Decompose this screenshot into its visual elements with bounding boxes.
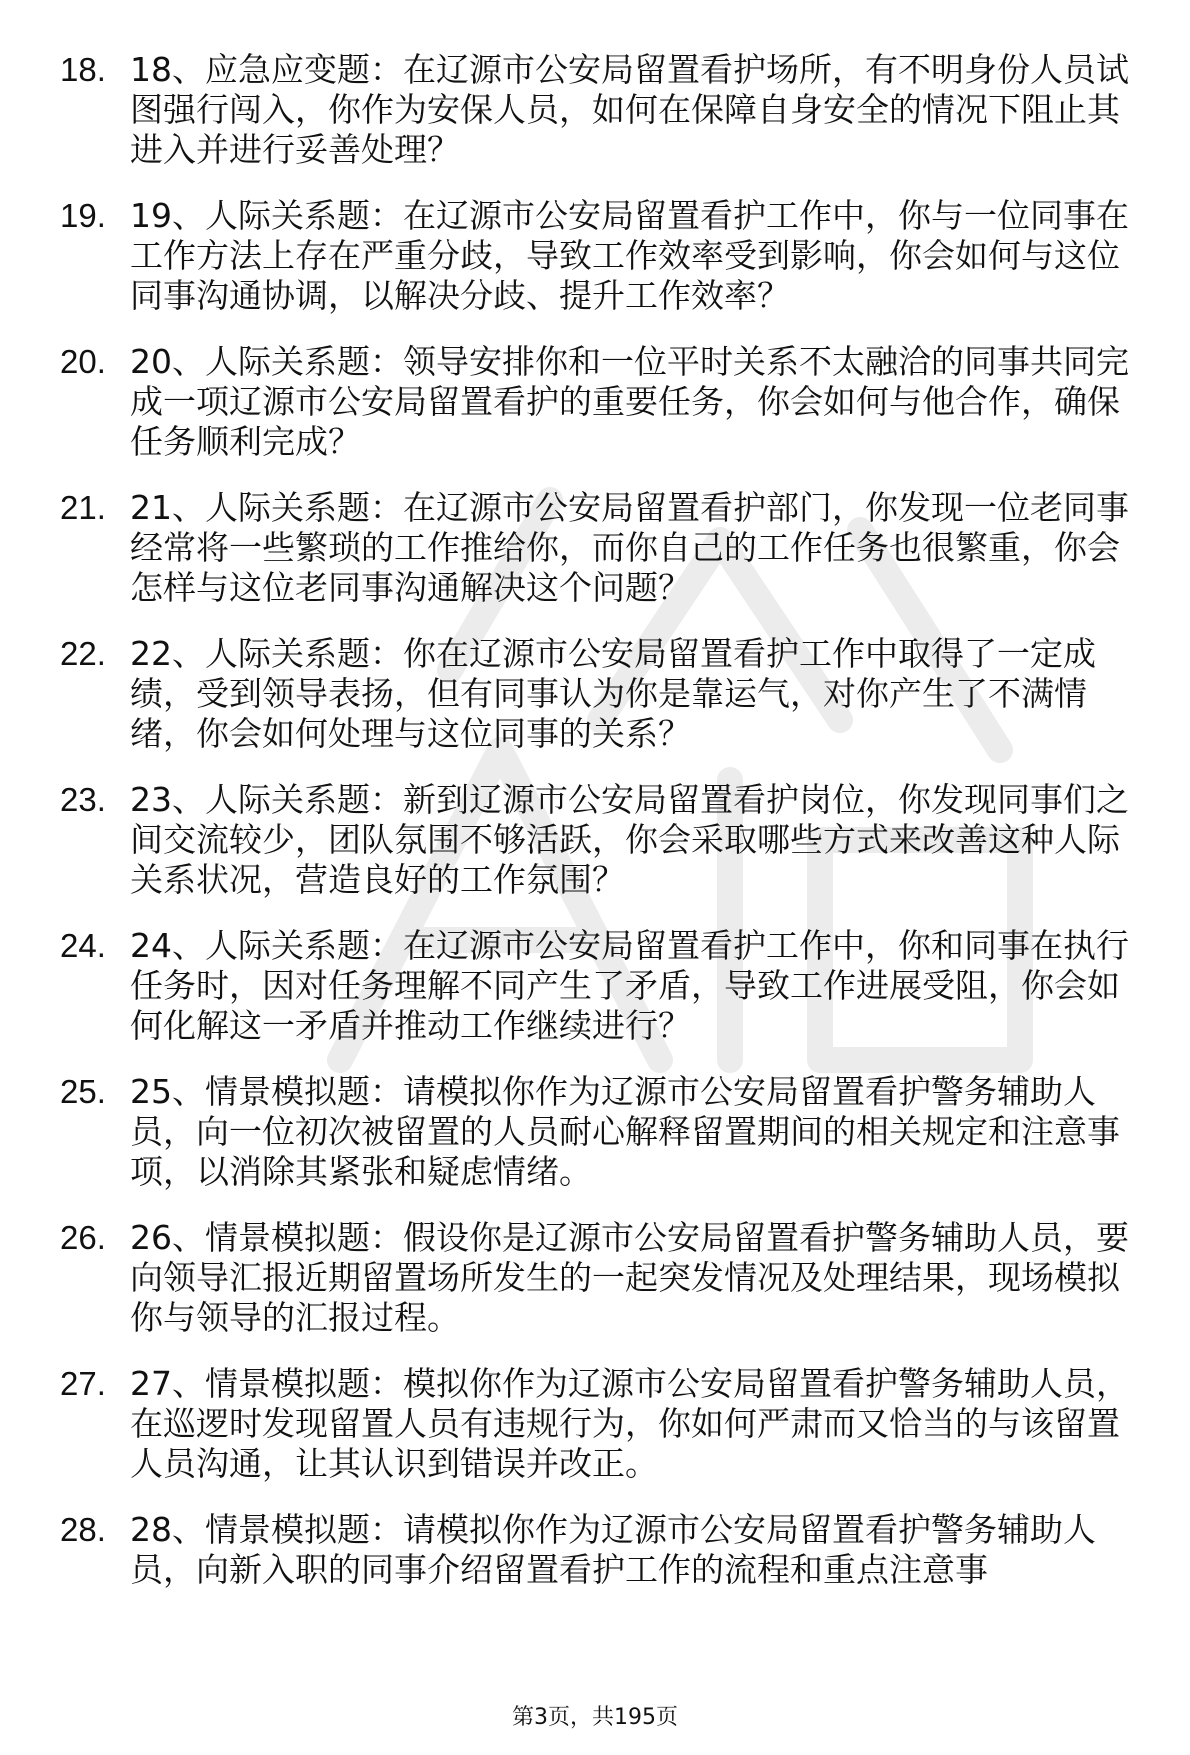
question-text: 19、人际关系题：在辽源市公安局留置看护工作中，你与一位同事在工作方法上存在严重分歧，导致工作效率受到影响，你会如何与这位同事沟通协调，以解决分歧、提升工作效率？: [130, 196, 1129, 315]
question-number: 28.: [60, 1511, 106, 1548]
question-item: [60, 196, 1150, 316]
question-item: [60, 342, 1150, 462]
question-item: [60, 488, 1150, 608]
page-footer: 第3页，共195页: [512, 1705, 678, 1730]
question-number: 18.: [60, 51, 106, 88]
question-number: 19.: [60, 197, 106, 234]
question-item: [60, 926, 1150, 1046]
question-text: 18、应急应变题：在辽源市公安局留置看护场所，有不明身份人员试图强行闯入，你作为安保人员，如何在保障自身安全的情况下阻止其进入并进行妥善处理？: [130, 50, 1129, 169]
question-text: 21、人际关系题：在辽源市公安局留置看护部门，你发现一位老同事经常将一些繁琐的工作推给你，而你自己的工作任务也很繁重，你会怎样与这位老同事沟通解决这个问题？: [130, 488, 1129, 607]
question-number: 27.: [60, 1365, 106, 1402]
question-list: [60, 50, 1150, 1616]
question-text: 28、情景模拟题：请模拟你作为辽源市公安局留置看护警务辅助人员，向新入职的同事介绍留置看护工作的流程和重点注意事: [130, 1510, 1096, 1589]
question-item: [60, 780, 1150, 900]
question-text: 23、人际关系题：新到辽源市公安局留置看护岗位，你发现同事们之间交流较少，团队氛围不够活跃，你会采取哪些方式来改善这种人际关系状况，营造良好的工作氛围？: [130, 780, 1129, 899]
question-item: [60, 1510, 1150, 1590]
question-text: 27、情景模拟题：模拟你作为辽源市公安局留置看护警务辅助人员，在巡逻时发现留置人员有违规行为，你如何严肃而又恰当的与该留置人员沟通，让其认识到错误并改正。: [130, 1364, 1129, 1483]
question-number: 24.: [60, 927, 106, 964]
question-item: [60, 50, 1150, 170]
question-number: 21.: [60, 489, 106, 526]
question-text: 24、人际关系题：在辽源市公安局留置看护工作中，你和同事在执行任务时，因对任务理解不同产生了矛盾，导致工作进展受阻，你会如何化解这一矛盾并推动工作继续进行？: [130, 926, 1129, 1045]
question-item: [60, 634, 1150, 754]
question-item: [60, 1364, 1150, 1484]
question-number: 22.: [60, 635, 106, 672]
question-number: 25.: [60, 1073, 106, 1110]
question-number: 23.: [60, 781, 106, 818]
question-number: 20.: [60, 343, 106, 380]
question-text: 22、人际关系题：你在辽源市公安局留置看护工作中取得了一定成绩，受到领导表扬，但有同事认为你是靠运气，对你产生了不满情绪，你会如何处理与这位同事的关系？: [130, 634, 1096, 753]
question-number: 26.: [60, 1219, 106, 1256]
question-text: 25、情景模拟题：请模拟你作为辽源市公安局留置看护警务辅助人员，向一位初次被留置的人员耐心解释留置期间的相关规定和注意事项，以消除其紧张和疑虑情绪。: [130, 1072, 1120, 1191]
question-text: 20、人际关系题：领导安排你和一位平时关系不太融洽的同事共同完成一项辽源市公安局留置看护的重要任务，你会如何与他合作，确保任务顺利完成？: [130, 342, 1129, 461]
question-item: [60, 1072, 1150, 1192]
question-item: [60, 1218, 1150, 1338]
question-text: 26、情景模拟题：假设你是辽源市公安局留置看护警务辅助人员，要向领导汇报近期留置场所发生的一起突发情况及处理结果，现场模拟你与领导的汇报过程。: [130, 1218, 1129, 1337]
